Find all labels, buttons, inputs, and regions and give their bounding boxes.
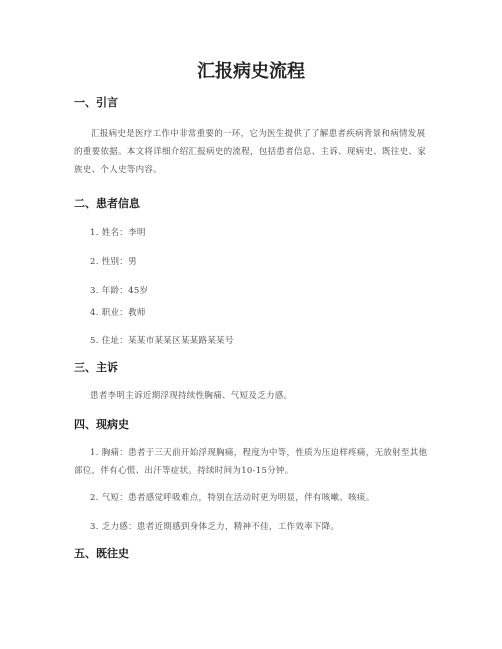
present-illness-chest-pain: 1. 胸痛：患者于三天前开始浮现胸痛，程度为中等，性质为压迫样疼痛，无放射至其他部位，伴有心慌、出汗等症状。持续时间为10-15分钟。 [74, 448, 428, 476]
section-heading-chief-complaint: 三、主诉 [74, 361, 118, 374]
present-illness-shortness-of-breath: 2. 气短：患者感觉呼吸难点，特别在活动时更为明显，伴有咳嗽、咳痰。 [90, 493, 375, 503]
section-heading-intro: 一、引言 [74, 96, 118, 109]
patient-info-occupation: 4. 职业：教师 [90, 308, 146, 318]
section-heading-patient-info: 二、患者信息 [74, 197, 140, 210]
patient-info-age: 3. 年龄：45岁 [90, 286, 149, 296]
section-heading-present-illness: 四、现病史 [74, 418, 129, 431]
section-heading-past-history: 五、既往史 [74, 547, 129, 560]
intro-paragraph: 汇报病史是医疗工作中非常重要的一环，它为医生提供了了解患者疾病背景和病情发展的重要依据。本文将详细介绍汇报病史的流程，包括患者信息、主诉、现病史、既往史、家族史、个人史等内容。 [74, 129, 427, 175]
patient-info-name: 1. 姓名：李明 [90, 228, 146, 238]
present-illness-fatigue: 3. 乏力感：患者近期感到身体乏力，精神不佳，工作效率下降。 [90, 522, 340, 532]
document-title: 汇报病史流程 [197, 61, 305, 82]
patient-info-address: 5. 住址：某某市某某区某某路某某号 [90, 336, 234, 346]
patient-info-gender: 2. 性别：男 [90, 257, 137, 267]
chief-complaint-text: 患者李明主诉近期浮现持续性胸痛、气短及乏力感。 [90, 391, 293, 401]
